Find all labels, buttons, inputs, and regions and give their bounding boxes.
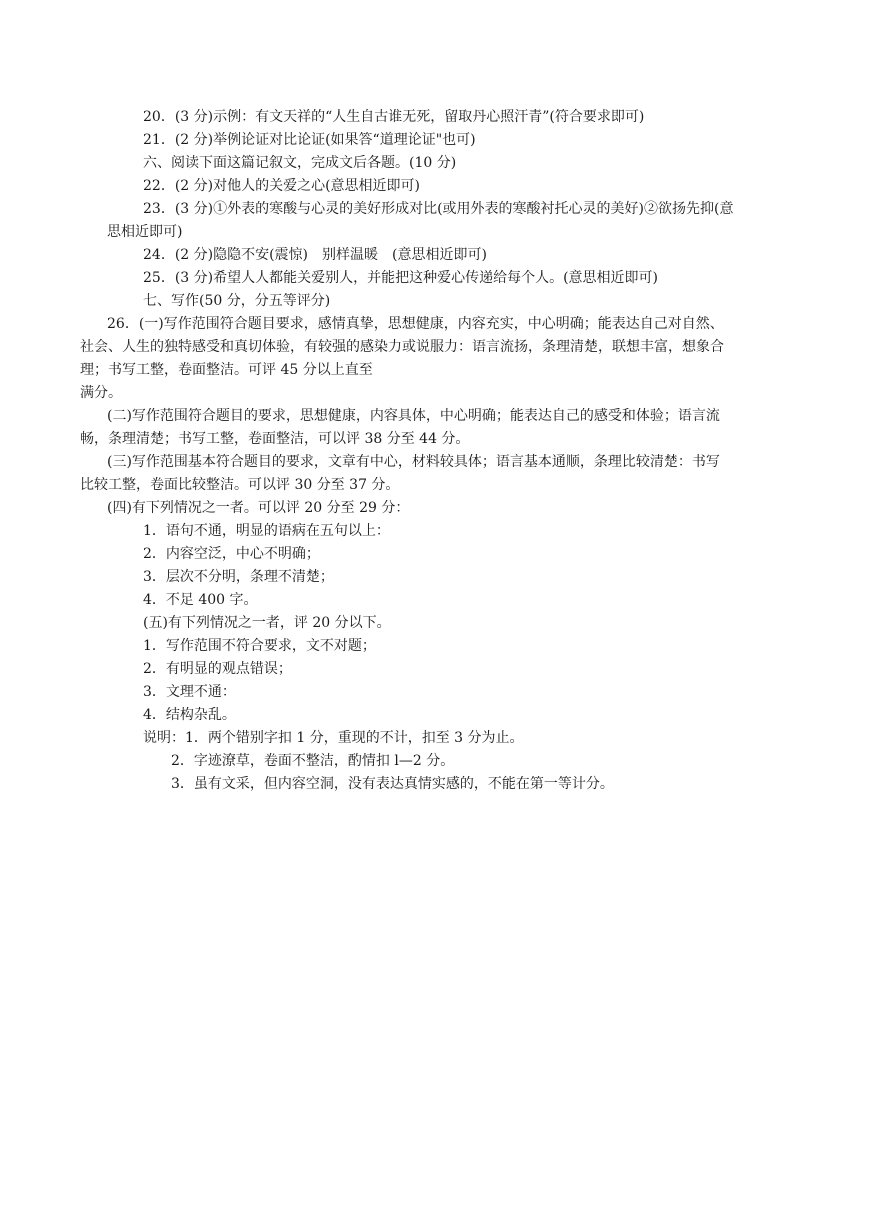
grade3-line1: (三)写作范围基本符合题目的要求，文章有中心，材料较具体；语言基本通顺，条理比较清楚：书写 [107, 454, 720, 470]
grade5-item: 2．有明显的观点错误； [143, 661, 292, 677]
note-line: 3．虽有文采，但内容空洞，没有表达真情实感的，不能在第一等计分。 [171, 776, 614, 792]
q26-line1: 26．(一)写作范围符合题目要求，感情真挚，思想健康，内容充实，中心明确；能表达自己对自然、 [107, 316, 724, 332]
answer-q23-line2: 思相近即可) [107, 224, 183, 240]
grade4-item: 4．不足 400 字。 [143, 592, 258, 608]
section-6-heading: 六、阅读下面这篇记叙文，完成文后各题。(10 分) [143, 155, 457, 171]
note-line: 2．字迹潦草，卷面不整洁，酌情扣 l—2 分。 [171, 753, 455, 769]
note-line: 说明：1．两个错别字扣 1 分，重现的不计，扣至 3 分为止。 [143, 730, 524, 746]
answer-q21: 21．(2 分)举例论证对比论证(如果答“道理论证"也可) [143, 132, 476, 148]
q26-line2: 社会、人生的独特感受和真切体验，有较强的感染力或说服力：语言流扬，条理清楚，联想丰富，想象合 [80, 339, 724, 355]
answer-q24: 24．(2 分)隐隐不安(震惊) 别样温暖 (意思相近即可) [143, 247, 487, 263]
answer-q23-line1: 23．(3 分)①外表的寒酸与心灵的美好形成对比(或用外表的寒酸衬托心灵的美好)②欲扬先抑(意 [143, 201, 734, 217]
grade5-intro: (五)有下列情况之一者，评 20 分以下。 [143, 615, 391, 631]
grade5-item: 4．结构杂乱。 [143, 707, 236, 723]
answer-q25: 25．(3 分)希望人人都能关爱别人，并能把这种爱心传递给每个人。(意思相近即可) [143, 270, 659, 286]
grade4-intro: (四)有下列情况之一者。可以评 20 分至 29 分： [107, 500, 410, 516]
grade2-line1: (二)写作范围符合题目的要求，思想健康，内容具体，中心明确；能表达自己的感受和体验；语言流 [107, 408, 720, 424]
grade4-item: 2．内容空泛，中心不明确； [143, 546, 320, 562]
grade3-line2: 比较工整，卷面比较整洁。可以评 30 分至 37 分。 [80, 477, 400, 493]
section-7-heading: 七、写作(50 分，分五等评分) [143, 293, 331, 309]
grade5-item: 1．写作范围不符合要求，文不对题； [143, 638, 376, 654]
grade2-line2: 畅，条理清楚；书写工整，卷面整洁，可以评 38 分至 44 分。 [80, 431, 470, 447]
grade4-item: 3．层次不分明，条理不清楚； [143, 569, 334, 585]
answer-q20: 20．(3 分)示例：有文天祥的“人生自古谁无死，留取丹心照汗青”(符合要求即可) [143, 109, 645, 125]
q26-line3: 理；书写工整，卷面整洁。可评 45 分以上直至 [80, 362, 373, 378]
grade4-item: 1．语句不通，明显的语病在五句以上： [143, 523, 390, 539]
answer-q22: 22．(2 分)对他人的关爱之心(意思相近即可) [143, 178, 421, 194]
grade5-item: 3．文理不通： [143, 684, 236, 700]
q26-line4: 满分。 [80, 385, 122, 401]
